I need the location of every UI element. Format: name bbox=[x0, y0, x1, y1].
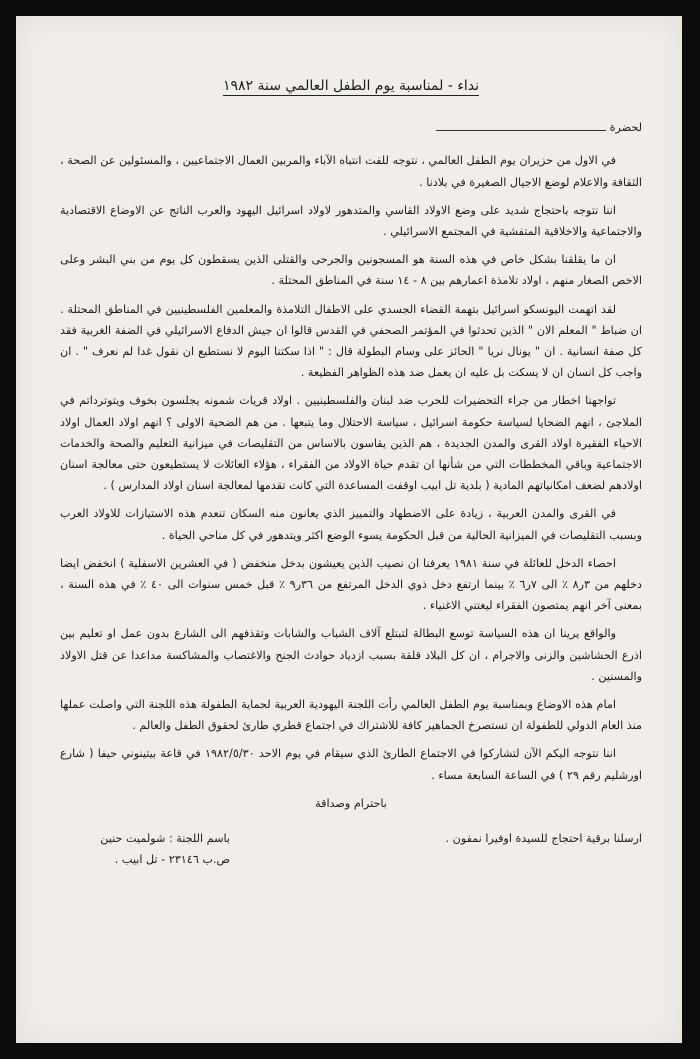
paragraph: احصاء الدخل للعائلة في سنة ١٩٨١ يعرفنا ان نصيب الذين يعيشون بدخل منخفض ( في العشرين الاسفلية ) انخفض ايضا دخلهم من ٣ر٨ ٪ الى ٧ر٦ ٪ بينما ارتفع دخل ذوي الدخل المرتفع من ٣٦ر٩ ٪ قبل خمس سنوات الى ٤٠ ٪ في هذه السنة ، بمعنى آخر انهم يمتصون الفقراء ليغتني الاغنياء . bbox=[60, 556, 643, 613]
title-text: نداء - لمناسبة يوم الطفل العالمي سنة ١٩٨٢ bbox=[222, 78, 480, 94]
recipient-blank-line bbox=[436, 118, 606, 131]
paragraph: اننا نتوجه اليكم الآن لتشاركوا في الاجتماع الطارئ الذي سيقام في يوم الاحد ١٩٨٢/٥/٣٠ في قاعة بيتينوني حيفا ( شارع اورشليم رقم ٢٩ ) في الساعة السابعة مساء . bbox=[60, 747, 642, 782]
paragraph: اننا نتوجه باحتجاج شديد على وضع الاولاد القاسي والمتدهور لاولاد اسرائيل اليهود والعرب الناتج عن الاوضاع الاقتصادية والاجتماعية والاخلاقية المتفشية في المجتمع الاسرائيلي . bbox=[60, 203, 642, 239]
salutation-label: لحضرة bbox=[609, 121, 642, 135]
document-body bbox=[60, 76, 642, 871]
paragraph: في الاول من حزيران يوم الطفل العالمي ، نتوجه للفت انتباه الآباء والمربين العمال الاجتماعيين ، والمسئولين عن الصحة ، الثقافة والاعلام لوضع الاجيال الصغيرة في بلادنا . bbox=[60, 154, 642, 189]
paragraph: لقد اتهمت اليونسكو اسرائيل بتهمة القضاء الجسدي على الاطفال التلامذة والمعلمين الفلسطينيين في المناطق المحتلة . ان ضباط " المعلم الان " الذين تحدثوا في المؤتمر الصحفي في القدس قالوا ان جيش الدفاع الاسرائيلي في الضفة الغربية فقد كل صفة انسانية . ان " يونال نريا " الحائز على وسام البطولة قال : " اذا سكتنا اليوم لا نستطيع ان نقول غدا لم نعرف " . ان واجب كل انسان ان لا يسكت بل عليه ان يعمل ضد هذه الظواهر الفظيعة . bbox=[60, 302, 642, 380]
signoff-block bbox=[60, 828, 642, 870]
committee-signature: باسم اللجنة : شولميت حنين bbox=[100, 832, 230, 846]
closing-line: باحترام وصداقة bbox=[315, 796, 387, 810]
salutation bbox=[60, 117, 642, 138]
paragraph: امام هذه الاوضاع وبمناسبة يوم الطفل العالمي رأت اللجنة اليهودية العربية لحماية الطفولة هذه اللجنة التي واصلت عملها منذ العام الدولي للطفولة ان تستصرخ الجماهير كافة للاشتراك في اجتماع قطري طارئ لحقوق الطفل والعالم . bbox=[60, 698, 642, 733]
paragraph: ان ما يقلقنا بشكل خاص في هذه السنة هو المسجونين والجرحى والقتلى الذين يسقطون كل يوم من بني البشر وعلى الاخص الصغار منهم ، اولاد تلامذة اعمارهم بين ٨ - ١٤ سنة في المناطق المحتلة . bbox=[60, 253, 642, 288]
paragraph: في القرى والمدن العربية ، زيادة على الاضطهاد والتمييز الذي يعانون منه السكان تنعدم هذه الاستيازات للاولاد العرب وبسبب التقليصات في الميزانية الحالية من قبل الحكومة يسوء الوضع اكثر ويتدهور في كل مناحي الحياة . bbox=[60, 507, 642, 542]
telegram-note: ارسلنا برقية احتجاج للسيدة اوفيرا نمفون . bbox=[445, 832, 642, 846]
paragraph: والواقع يرينا ان هذه السياسة توسع البطالة لتبتلع آلاف الشباب والشابات وتقذفهم الى الشارع بدون عمل او تعليم بين اذرع الحشاشين والزنى والاجرام ، ان كل البلاد قلقة بسبب ازدياد حوادث الجنح والاغتصاب والمشاكسة مداعدا عن قتل الاولاد والمسنين . bbox=[60, 627, 642, 683]
document-title bbox=[60, 76, 642, 97]
signoff-row-2 bbox=[60, 849, 642, 870]
paragraph: تواجهنا اخطار من جراء التحضيرات للحرب ضد لبنان والفلسطينيين . اولاد قريات شمونه يجلسون بخوف ويتوترداتم في الملاجئ ، انهم الضحايا لسياسة حكومة اسرائيل ، سياسة الاحتلال وما يتبعها . من هم الضحية الاولى ؟ انهم اولاد العمال اولاد الاحياء الفقيرة اولاد القرى والمدن الجديدة ، هم الذين يقاسون بالاساس من التقليصات في ميزانية التعليم والصحة والخدمات الاجتماعية وباقي المخططات التي من شأنها ان تقدم حياة الاولاد من الفقراء ، هؤلاء العائلات لا يستطيعون حتى معالجة اسنان اولادهم لضعف امكانياتهم المادية ( بلدية تل ابيب اوقفت المساعدة التي كانت تقدمها لمعالجة اسنان اولاد المدارس ) . bbox=[60, 394, 642, 493]
paper-sheet bbox=[16, 16, 682, 1043]
signoff-row-1 bbox=[60, 828, 642, 849]
po-box-address: ص.ب ٢٣١٤٦ - تل ابيب . bbox=[114, 853, 230, 867]
